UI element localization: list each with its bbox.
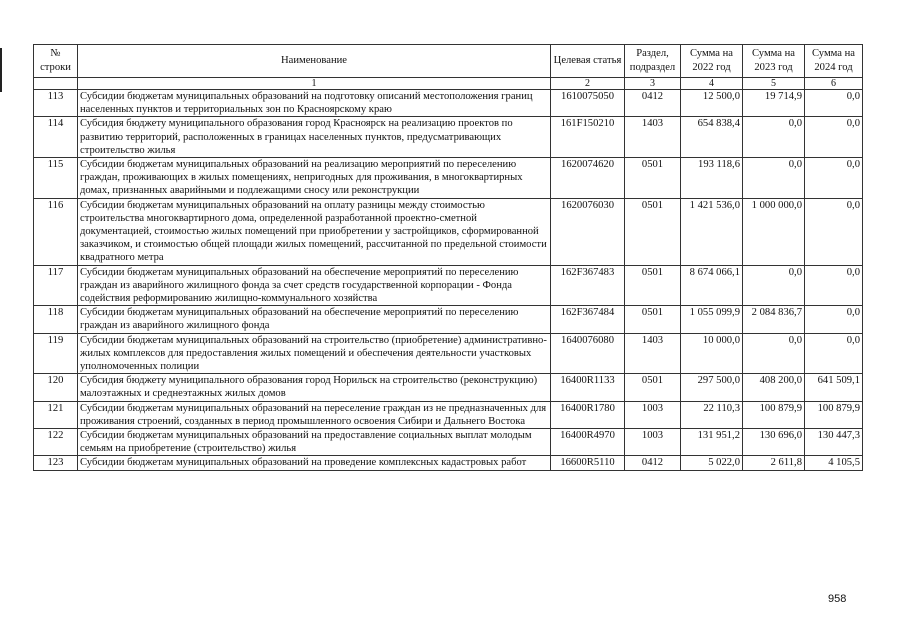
row-section: 0412 [625, 90, 681, 117]
row-sum-2024: 0,0 [805, 198, 863, 265]
table-row [34, 306, 863, 333]
row-section: 0501 [625, 198, 681, 265]
table-row [34, 374, 863, 401]
header-name: Наименование [78, 45, 551, 78]
budget-table [33, 44, 863, 471]
column-number [34, 78, 78, 90]
row-target-article: 162F367484 [551, 306, 625, 333]
row-name: Субсидии бюджетам муниципальных образований на строительство (приобретение) административно-жилых комплексов для предоставления жилых помещений и обеспечения деятельности участковых уполномоченных полиции [78, 333, 551, 374]
row-sum-2023: 408 200,0 [743, 374, 805, 401]
row-number: 113 [34, 90, 78, 117]
column-number: 5 [743, 78, 805, 90]
row-sum-2022: 10 000,0 [681, 333, 743, 374]
table-body [34, 90, 863, 471]
table-row [34, 265, 863, 306]
row-sum-2022: 12 500,0 [681, 90, 743, 117]
row-number: 118 [34, 306, 78, 333]
header-sum-2024: Сумма на 2024 год [805, 45, 863, 78]
row-sum-2023: 19 714,9 [743, 90, 805, 117]
row-section: 1003 [625, 401, 681, 428]
header-row-number: № строки [34, 45, 78, 78]
row-target-article: 1640076080 [551, 333, 625, 374]
row-target-article: 1620076030 [551, 198, 625, 265]
row-sum-2024: 130 447,3 [805, 429, 863, 456]
row-section: 0501 [625, 306, 681, 333]
table-row [34, 117, 863, 158]
page-number: 958 [828, 593, 847, 605]
row-sum-2024: 0,0 [805, 158, 863, 199]
row-name: Субсидии бюджетам муниципальных образований на проведение комплексных кадастровых работ [78, 456, 551, 470]
row-sum-2022: 1 055 099,9 [681, 306, 743, 333]
table-row [34, 401, 863, 428]
row-sum-2024: 0,0 [805, 90, 863, 117]
column-number: 1 [78, 78, 551, 90]
header-row [34, 45, 863, 78]
row-sum-2022: 193 118,6 [681, 158, 743, 199]
row-sum-2023: 0,0 [743, 333, 805, 374]
row-number: 114 [34, 117, 78, 158]
row-section: 1403 [625, 117, 681, 158]
table-row [34, 429, 863, 456]
row-target-article: 16600R5110 [551, 456, 625, 470]
row-number: 117 [34, 265, 78, 306]
row-target-article: 16400R1780 [551, 401, 625, 428]
row-name: Субсидии бюджетам муниципальных образований на предоставление социальных выплат молодым семьям на приобретение (строительство) жилья [78, 429, 551, 456]
header-section: Раздел, подраздел [625, 45, 681, 78]
row-name: Субсидии бюджетам муниципальных образований на обеспечение мероприятий по переселению граждан из аварийного жилищного фонда [78, 306, 551, 333]
row-sum-2022: 654 838,4 [681, 117, 743, 158]
row-sum-2023: 0,0 [743, 265, 805, 306]
row-sum-2024: 0,0 [805, 333, 863, 374]
row-name: Субсидии бюджетам муниципальных образований на переселение граждан из не предназначенных для проживания строений, созданных в период промышленного освоения Сибири и Дальнего Востока [78, 401, 551, 428]
row-sum-2024: 4 105,5 [805, 456, 863, 470]
row-sum-2022: 1 421 536,0 [681, 198, 743, 265]
row-sum-2024: 641 509,1 [805, 374, 863, 401]
row-number: 120 [34, 374, 78, 401]
column-number-row [34, 78, 863, 90]
row-name: Субсидии бюджетам муниципальных образований на обеспечение мероприятий по переселению граждан из аварийного жилищного фонда за счет средств государственной корпорации - Фонда содействия реформированию жилищно-коммунального хозяйства [78, 265, 551, 306]
row-sum-2022: 297 500,0 [681, 374, 743, 401]
row-sum-2022: 5 022,0 [681, 456, 743, 470]
row-number: 116 [34, 198, 78, 265]
column-number: 6 [805, 78, 863, 90]
row-name: Субсидия бюджету муниципального образования город Норильск на строительство (реконструкцию) малоэтажных и среднеэтажных жилых домов [78, 374, 551, 401]
row-sum-2023: 130 696,0 [743, 429, 805, 456]
row-sum-2024: 0,0 [805, 306, 863, 333]
row-sum-2023: 0,0 [743, 158, 805, 199]
row-sum-2023: 0,0 [743, 117, 805, 158]
header-sum-2022: Сумма на 2022 год [681, 45, 743, 78]
row-section: 0412 [625, 456, 681, 470]
header-sum-2023: Сумма на 2023 год [743, 45, 805, 78]
row-target-article: 16400R4970 [551, 429, 625, 456]
row-sum-2023: 2 084 836,7 [743, 306, 805, 333]
row-number: 119 [34, 333, 78, 374]
row-target-article: 16400R1133 [551, 374, 625, 401]
table-row [34, 158, 863, 199]
row-sum-2022: 22 110,3 [681, 401, 743, 428]
page-edge-mark [0, 48, 2, 92]
row-target-article: 161F150210 [551, 117, 625, 158]
row-sum-2022: 8 674 066,1 [681, 265, 743, 306]
row-name: Субсидии бюджетам муниципальных образований на реализацию мероприятий по переселению граждан, проживающих в жилых помещениях, непригодных для проживания, в многоквартирных домах, признанных аварийными и подлежащими сносу или реконструкции [78, 158, 551, 199]
table-row [34, 90, 863, 117]
row-sum-2023: 1 000 000,0 [743, 198, 805, 265]
row-sum-2024: 0,0 [805, 117, 863, 158]
row-sum-2023: 2 611,8 [743, 456, 805, 470]
row-number: 115 [34, 158, 78, 199]
row-name: Субсидия бюджету муниципального образования город Красноярск на реализацию проектов по развитию территорий, расположенных в границах населенных пунктов, предусматривающих строительство жилья [78, 117, 551, 158]
row-target-article: 1620074620 [551, 158, 625, 199]
row-sum-2022: 131 951,2 [681, 429, 743, 456]
row-number: 122 [34, 429, 78, 456]
row-target-article: 1610075050 [551, 90, 625, 117]
row-sum-2024: 0,0 [805, 265, 863, 306]
row-name: Субсидии бюджетам муниципальных образований на подготовку описаний местоположения границ населенных пунктов и территориальных зон по Красноярскому краю [78, 90, 551, 117]
table-row [34, 333, 863, 374]
row-section: 0501 [625, 265, 681, 306]
row-sum-2024: 100 879,9 [805, 401, 863, 428]
row-section: 1003 [625, 429, 681, 456]
row-section: 1403 [625, 333, 681, 374]
row-section: 0501 [625, 374, 681, 401]
column-number: 3 [625, 78, 681, 90]
row-target-article: 162F367483 [551, 265, 625, 306]
row-section: 0501 [625, 158, 681, 199]
table-row [34, 198, 863, 265]
row-number: 121 [34, 401, 78, 428]
row-name: Субсидии бюджетам муниципальных образований на оплату разницы между стоимостью строительства многоквартирного дома, определенной разработанной проектно-сметной документацией, стоимостью жилых помещений при приобретении у застройщиков, сформированной заказчиком, и стоимостью общей площади жилых помещений, рассчитанной по предельной стоимости квадратного метра [78, 198, 551, 265]
row-number: 123 [34, 456, 78, 470]
column-number: 4 [681, 78, 743, 90]
column-number: 2 [551, 78, 625, 90]
header-target-article: Целевая статья [551, 45, 625, 78]
row-sum-2023: 100 879,9 [743, 401, 805, 428]
table-row [34, 456, 863, 470]
